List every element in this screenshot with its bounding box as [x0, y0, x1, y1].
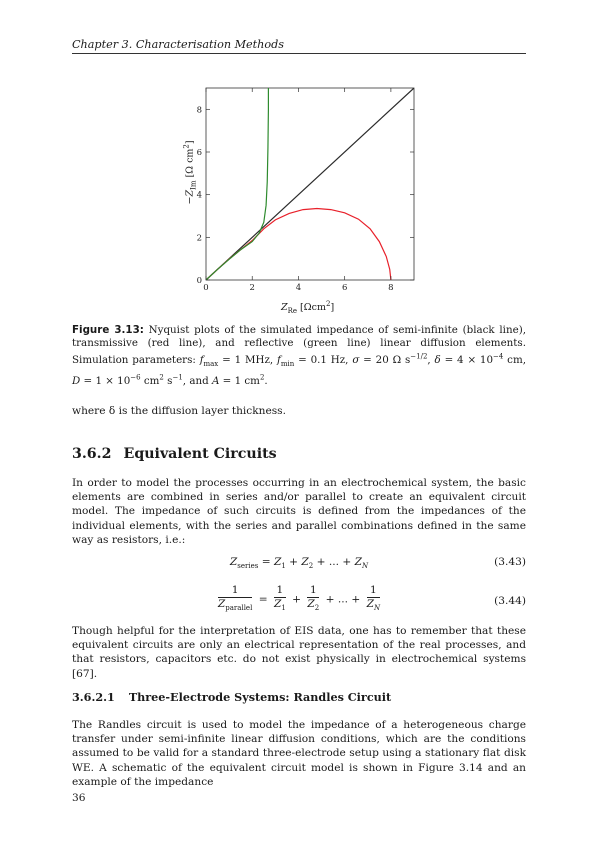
y-tick-label: 4 — [196, 190, 202, 201]
subsection-heading — [72, 690, 391, 704]
figure-caption — [72, 324, 526, 389]
y-tick-label: 6 — [196, 148, 202, 158]
subsection-number: 3.6.2.1 — [72, 690, 115, 704]
y-tick-label: 2 — [196, 233, 202, 244]
caption-label: Figure 3.13: — [72, 324, 144, 336]
subsection-title: Three-Electrode Systems: Randles Circuit — [128, 690, 392, 704]
x-tick-label: 2 — [249, 283, 255, 293]
equation-series-body: $Z_{series} = Z_1 + Z_2$ + ... + $Z_N$ — [229, 556, 369, 571]
caption-text: Nyquist plots of the simulated impedance of semi-infinite (black line), transmissive (red line), and reflective (green line) linear diffusion elements. Simulation parameters: $f_{max} = 1$ MHz, $f_{min} = 0.1$ Hz, σ = 20 Ω $s^{-1/2}$, $\delta = 4 \times 10^{-4}$ cm, $D = 1 \times 10^{-6}$ $cm^2$ $s^{-1}$, and A = 1 $cm^2$. — [72, 324, 526, 388]
y-tick-label: 8 — [196, 105, 202, 116]
series-line-0 — [206, 88, 414, 280]
x-tick-label: 4 — [295, 283, 302, 293]
x-tick-label: 6 — [341, 283, 348, 293]
page-number: 36 — [72, 792, 86, 804]
section-heading — [72, 446, 277, 462]
paragraph-circuits: In order to model the processes occurring in an electrochemical system, the basic elements are combined in series and/or parallel to create an equivalent circuit model. The impedance of such circuits is defined from the impedances of the individual elements, with the series and parallel combinations defined in the same way as resistors, i.e.: — [72, 477, 526, 546]
plot-area — [206, 88, 414, 280]
y-axis-label: $-Z_{Im}$ [Ω $cm^2$] — [182, 140, 198, 205]
equation-series — [72, 556, 526, 572]
nyquist-plot — [168, 70, 428, 315]
paragraph-randles: The Randles circuit is used to model the impedance of a heterogeneous charge transfer under semi-infinite linear diffusion conditions, which are the conditions assumed to be valid for a standard three-electrode setup using a stationary flat disk WE. A schematic of the equivalent circuit model is shown in Figure 3.14 and an example of the impedance — [72, 719, 526, 788]
equation-number-3-44: (3.44) — [494, 595, 526, 607]
section-title: Equivalent Circuits — [123, 446, 277, 462]
y-tick-label: 0 — [196, 276, 202, 286]
equation-parallel — [72, 584, 526, 618]
x-tick-label: 0 — [203, 283, 209, 293]
x-tick-label: 8 — [388, 283, 394, 293]
running-header: Chapter 3. Characterisation Methods — [72, 38, 526, 54]
equation-number-3-43: (3.43) — [494, 556, 526, 568]
section-number: 3.6.2 — [72, 446, 112, 462]
series-line-1 — [206, 209, 391, 280]
paragraph-eis: Though helpful for the interpretation of EIS data, one has to remember that these equivalent circuits are only an electrical representation of the real processes, and that resistors, capacitors etc. do not exist physically in electrochemical systems [67]. — [72, 625, 526, 680]
equation-parallel-body: $\frac{1}{Z_{parallel}}$ = $\frac{1}{Z_1}$ + $\frac{1}{Z_2}$ + ... + $\frac{1}{Z_N}$ — [217, 584, 381, 613]
paragraph-delta: where δ is the diffusion layer thickness. — [72, 405, 286, 417]
x-axis-label: $Z_{Re}$ [Ωcm$^2$] — [281, 300, 335, 316]
